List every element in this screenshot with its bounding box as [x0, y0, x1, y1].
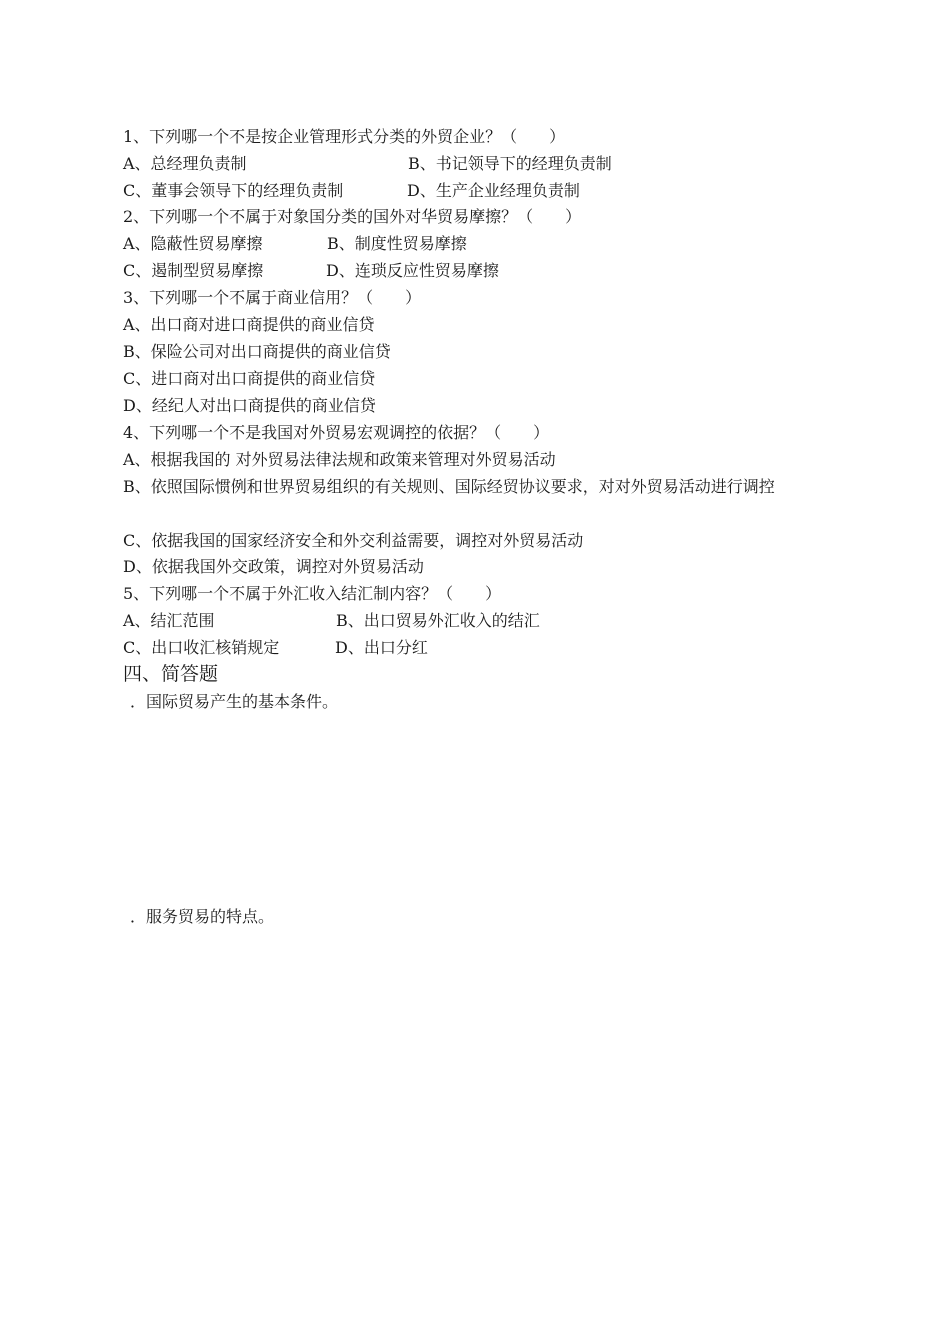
- question-3-option-d: D、经纪人对出口商提供的商业信贷: [123, 396, 376, 415]
- question-2-option-a: A、隐蔽性贸易摩擦: [123, 234, 263, 253]
- question-4-option-c: C、依据我国的国家经济安全和外交利益需要，调控对外贸易活动: [123, 531, 584, 550]
- question-2-option-c: C、遏制型贸易摩擦: [123, 261, 264, 280]
- question-3-stem: 3、下列哪一个不属于商业信用？（ ）: [123, 288, 422, 307]
- question-5-options-cd: [123, 638, 428, 658]
- question-2-stem: 2、下列哪一个不属于对象国分类的国外对华贸易摩擦？（ ）: [123, 207, 582, 226]
- question-1-option-c: C、董事会领导下的经理负责制: [123, 181, 344, 200]
- question-3-option-a: A、出口商对进口商提供的商业信贷: [123, 315, 375, 334]
- question-1-option-a: A、总经理负责制: [123, 154, 247, 173]
- question-4-option-a: A、根据我国的 对外贸易法律法规和政策来管理对外贸易活动: [123, 450, 556, 469]
- question-1-stem: 1、下列哪一个不是按企业管理形式分类的外贸企业？（ ）: [123, 127, 566, 146]
- question-5-option-b: B、出口贸易外汇收入的结汇: [336, 611, 540, 630]
- question-5-options-ab: [123, 611, 540, 631]
- question-2-option-b: B、制度性贸易摩擦: [327, 234, 467, 253]
- question-5-stem: 5、下列哪一个不属于外汇收入结汇制内容？（ ）: [123, 584, 502, 603]
- question-2-options-ab: [123, 234, 467, 254]
- question-4-option-b: B、依照国际惯例和世界贸易组织的有关规则、国际经贸协议要求，对对外贸易活动进行调控: [123, 477, 775, 496]
- short-answer-item-2: ．服务贸易的特点。: [130, 907, 275, 926]
- question-3-option-b: B、保险公司对出口商提供的商业信贷: [123, 342, 391, 361]
- question-5-option-c: C、出口收汇核销规定: [123, 638, 280, 657]
- question-4-option-d: D、依据我国外交政策，调控对外贸易活动: [123, 557, 424, 576]
- question-2-option-d: D、连琐反应性贸易摩擦: [326, 261, 499, 280]
- section-title: 四、简答题: [123, 663, 219, 685]
- question-1-options-cd: [123, 181, 580, 201]
- short-answer-item-1: ．国际贸易产生的基本条件。: [130, 692, 339, 711]
- question-5-option-a: A、结汇范围: [123, 611, 215, 630]
- question-1-option-b: B、书记领导下的经理负责制: [408, 154, 612, 173]
- question-1-option-d: D、生产企业经理负责制: [407, 181, 580, 200]
- question-4-stem: 4、下列哪一个不是我国对外贸易宏观调控的依据？（ ）: [123, 423, 550, 442]
- question-2-options-cd: [123, 261, 499, 281]
- question-5-option-d: D、出口分红: [335, 638, 428, 657]
- question-1-options-ab: [123, 154, 612, 174]
- question-3-option-c: C、进口商对出口商提供的商业信贷: [123, 369, 376, 388]
